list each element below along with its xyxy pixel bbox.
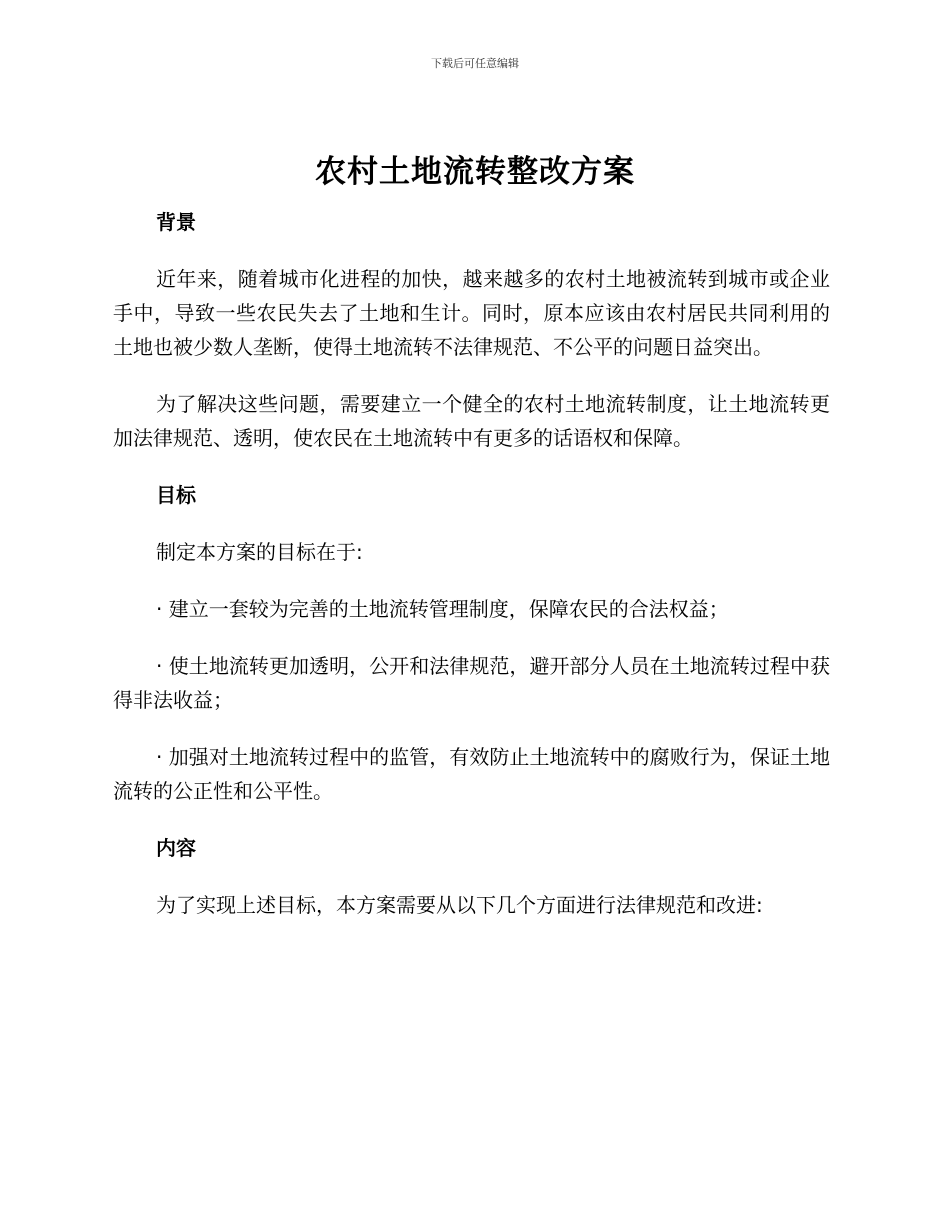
goals-intro: 制定本方案的目标在于: — [156, 540, 363, 564]
goals-bullet-2: · 使土地流转更加透明，公开和法律规范，避开部分人员在土地流转过程中获得非法收益； — [113, 654, 830, 712]
goals-bullet-1: · 建立一套较为完善的土地流转管理制度，保障农民的合法权益； — [156, 597, 729, 621]
background-paragraph-2: 为了解决这些问题，需要建立一个健全的农村土地流转制度，让土地流转更加法律规范、透明，使农民在土地流转中有更多的话语权和保障。 — [113, 392, 830, 450]
header-note: 下载后可任意编辑 — [431, 57, 519, 70]
section-heading-background: 背景 — [156, 210, 196, 234]
goals-bullet-3: · 加强对土地流转过程中的监管，有效防止土地流转中的腐败行为，保证土地流转的公正性和公平性。 — [113, 745, 830, 803]
document-body — [113, 205, 830, 922]
document-title: 农村土地流转整改方案 — [315, 154, 635, 190]
section-heading-goals: 目标 — [156, 483, 196, 507]
section-content — [113, 831, 830, 922]
section-heading-content: 内容 — [156, 836, 196, 860]
section-background — [113, 205, 830, 455]
content-intro: 为了实现上述目标，本方案需要从以下几个方面进行法律规范和改进: — [156, 893, 763, 917]
section-goals — [113, 478, 830, 808]
background-paragraph-1: 近年来，随着城市化进程的加快，越来越多的农村土地被流转到城市或企业手中，导致一些农民失去了土地和生计。同时，原本应该由农村居民共同利用的土地也被少数人垄断，使得土地流转不法律规范、不公平的问题日益突出。 — [113, 267, 830, 359]
